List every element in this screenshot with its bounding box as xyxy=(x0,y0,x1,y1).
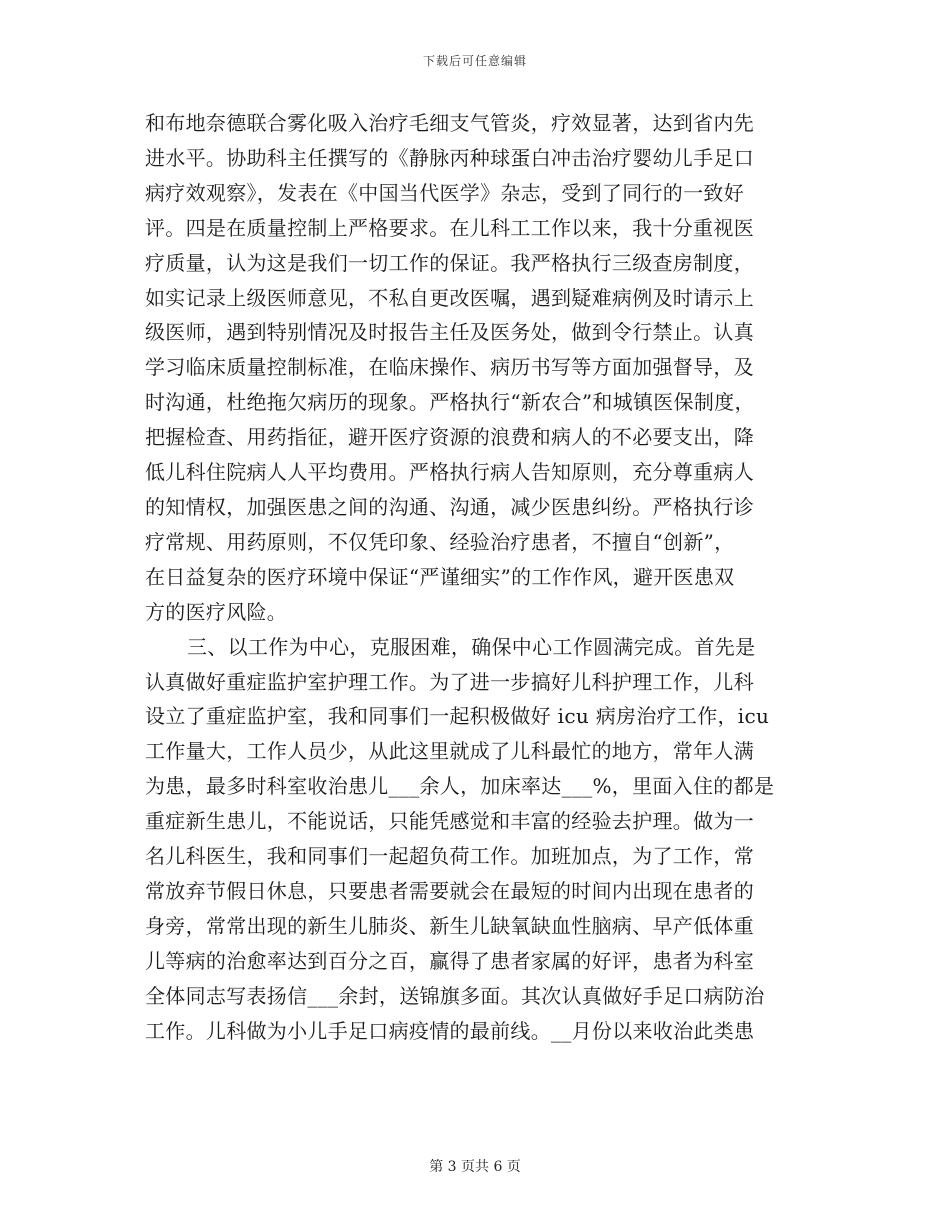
text-line: 重症新生患儿，不能说话，只能凭感觉和丰富的经验去护理。做为一 xyxy=(145,809,754,834)
paragraph xyxy=(145,106,805,630)
text-line: 的知情权，加强医患之间的沟通、沟通，减少医患纠纷。严格执行诊 xyxy=(145,494,754,519)
text-line: 为患，最多时科室收治患儿___余人，加床率达___%，里面入住的都是 xyxy=(145,774,775,799)
text-line: 如实记录上级医师意见，不私自更改医嘱，遇到疑难病例及时请示上 xyxy=(145,285,754,310)
text-line: 常放弃节假日休息，只要患者需要就会在最短的时间内出现在患者的 xyxy=(145,878,754,903)
text-line: 三、以工作为中心，克服困难，确保中心工作圆满完成。首先是 xyxy=(187,634,756,659)
page-number: 第 3 页共 6 页 xyxy=(429,1159,521,1175)
text-line: 工作。儿科做为小儿手足口病疫情的最前线。__月份以来收治此类患 xyxy=(145,1018,755,1043)
text-line: 时沟通，杜绝拖欠病历的现象。严格执行“新农合”和城镇医保制度， xyxy=(145,390,755,415)
page-header-note: 下载后可任意编辑 xyxy=(422,54,527,68)
text-line: 低儿科住院病人人平均费用。严格执行病人告知原则，充分尊重病人 xyxy=(145,460,754,485)
text-line: 全体同志写表扬信___余封，送锦旗多面。其次认真做好手足口病防治 xyxy=(145,983,765,1008)
text-line: 病疗效观察》，发表在《中国当代医学》杂志，受到了同行的一致好 xyxy=(145,180,744,205)
text-line: 儿等病的治愈率达到百分之百，赢得了患者家属的好评，患者为科室 xyxy=(145,948,754,973)
text-line: 评。四是在质量控制上严格要求。在儿科工工作以来，我十分重视医 xyxy=(145,215,754,240)
text-line: 进水平。协助科主任撰写的《静脉丙种球蛋白冲击治疗婴幼儿手足口 xyxy=(145,145,754,170)
text-line: 级医师，遇到特别情况及时报告主任及医务处，做到令行禁止。认真 xyxy=(145,320,754,345)
text-line: 疗质量，认为这是我们一切工作的保证。我严格执行三级查房制度， xyxy=(145,250,754,275)
text-line: 在日益复杂的医疗环境中保证“严谨细实”的工作作风，避开医患双 xyxy=(145,564,735,589)
text-line: 名儿科医生，我和同事们一起超负荷工作。加班加点，为了工作，常 xyxy=(145,844,754,869)
document-body xyxy=(145,106,805,1048)
paragraph xyxy=(145,630,805,1049)
text-line: 和布地奈德联合雾化吸入治疗毛细支气管炎，疗效显著，达到省内先 xyxy=(145,111,754,135)
text-line: 方的医疗风险。 xyxy=(145,599,288,624)
text-line: 身旁，常常出现的新生儿肺炎、新生儿缺氧缺血性脑病、早产低体重 xyxy=(145,913,754,938)
text-line: 疗常规、用药原则，不仅凭印象、经验治疗患者，不擅自“创新”， xyxy=(145,529,735,554)
text-line: 认真做好重症监护室护理工作。为了进一步搞好儿科护理工作，儿科 xyxy=(145,669,754,694)
text-line: 学习临床质量控制标准，在临床操作、病历书写等方面加强督导，及 xyxy=(145,355,754,380)
text-line: 把握检查、用药指征，避开医疗资源的浪费和病人的不必要支出，降 xyxy=(145,425,754,450)
text-line: 设立了重症监护室，我和同事们一起积极做好 icu 病房治疗工作，icu xyxy=(145,704,770,729)
text-line: 工作量大，工作人员少，从此这里就成了儿科最忙的地方，常年人满 xyxy=(145,739,754,764)
